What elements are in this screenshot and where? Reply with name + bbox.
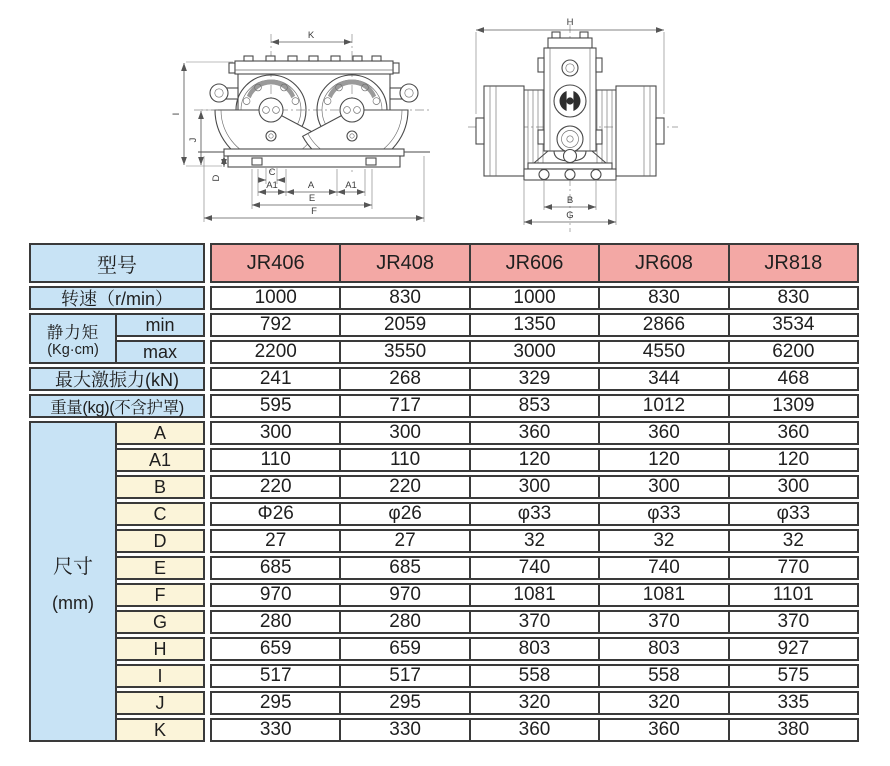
value-cell: 1309	[728, 396, 857, 416]
dim-label-a: A	[307, 180, 315, 191]
value-cell: 685	[339, 558, 468, 578]
value-cell: 280	[339, 612, 468, 632]
value-cell: φ33	[469, 504, 598, 524]
dimensions-unit: (mm)	[52, 592, 94, 613]
value-cell: 830	[728, 288, 857, 308]
value-cell: 1000	[469, 288, 598, 308]
table-row-moment-max	[29, 340, 859, 364]
value-cell: 558	[469, 666, 598, 686]
value-cell: 517	[339, 666, 468, 686]
static-moment-label: 静力矩	[46, 324, 100, 342]
value-cell: 1012	[598, 396, 727, 416]
value-cell: φ33	[598, 504, 727, 524]
value-cell: 320	[598, 693, 727, 713]
value-cell: 927	[728, 639, 857, 659]
value-cell: 335	[728, 693, 857, 713]
value-cell: 120	[469, 450, 598, 470]
value-cell: 295	[339, 693, 468, 713]
mounting-base	[198, 149, 430, 167]
value-cell: 2866	[598, 315, 727, 335]
value-cell: 330	[259, 719, 292, 740]
value-cell: 241	[259, 368, 292, 389]
value-cell: 1081	[598, 585, 727, 605]
value-cell: 1350	[469, 315, 598, 335]
model-header-jr406: JR406	[246, 251, 305, 274]
table-row-dim-g	[29, 610, 859, 634]
value-cell: 280	[259, 611, 292, 632]
dim-key: I	[115, 666, 203, 686]
value-cell: 329	[469, 369, 598, 389]
row-label: max	[115, 342, 203, 362]
value-cell: 300	[339, 423, 468, 443]
model-column-label: 型号	[97, 254, 137, 277]
value-cell: 268	[339, 369, 468, 389]
value-cell: 32	[469, 531, 598, 551]
value-cell: 558	[598, 666, 727, 686]
dim-label-g: G	[566, 210, 574, 221]
value-cell: 517	[259, 665, 292, 686]
value-cell: 803	[598, 639, 727, 659]
dim-key: F	[115, 585, 203, 605]
value-cell: 575	[728, 666, 857, 686]
value-cell: 110	[339, 450, 468, 470]
value-cell: 803	[469, 639, 598, 659]
value-cell: 220	[339, 477, 468, 497]
lifting-eye-right	[390, 84, 418, 102]
value-cell: 27	[339, 531, 468, 551]
model-header-jr608: JR608	[598, 245, 727, 281]
dim-key: H	[115, 639, 203, 659]
model-header-jr408: JR408	[339, 245, 468, 281]
value-cell: 970	[339, 585, 468, 605]
value-cell: φ33	[728, 504, 857, 524]
static-moment-unit: (Kg·cm)	[47, 342, 99, 358]
row-label: 最大激振力(kN)	[55, 370, 179, 390]
value-cell: 300	[469, 477, 598, 497]
side-view-drawing	[458, 6, 688, 240]
value-cell: 360	[598, 720, 727, 740]
dim-label-h: H	[566, 17, 574, 28]
value-cell: 370	[469, 612, 598, 632]
table-row-speed	[29, 286, 859, 310]
row-label: 重量(kg)(不含护罩)	[50, 399, 184, 417]
value-cell: 380	[728, 720, 857, 740]
dim-key: K	[115, 720, 203, 740]
table-row-dim-d	[29, 529, 859, 553]
value-cell: 300	[728, 477, 857, 497]
table-row-dim-b	[29, 475, 859, 499]
table-row-dim-i	[29, 664, 859, 688]
value-cell: 360	[469, 720, 598, 740]
table-row-dim-a1	[29, 448, 859, 472]
dim-label-k: K	[307, 30, 315, 41]
value-cell: 344	[598, 369, 727, 389]
value-cell: 370	[728, 612, 857, 632]
value-cell: 330	[339, 720, 468, 740]
value-cell: 120	[598, 450, 727, 470]
dim-label-e: E	[308, 193, 316, 204]
dim-key: C	[115, 504, 203, 524]
dim-label-i: I	[171, 112, 182, 116]
table-row-max-force	[29, 367, 859, 391]
value-cell: 120	[728, 450, 857, 470]
value-cell: 830	[598, 288, 727, 308]
dim-key: A1	[115, 450, 203, 470]
value-cell: φ26	[339, 504, 468, 524]
dimensions-label: 尺寸	[53, 555, 93, 578]
table-row-moment-min	[29, 313, 859, 337]
front-view-drawing	[106, 6, 440, 240]
value-cell: 717	[339, 396, 468, 416]
value-cell: 370	[598, 612, 727, 632]
dim-label-a1-left: A1	[266, 180, 278, 191]
value-cell: 830	[339, 288, 468, 308]
value-cell: 110	[260, 449, 291, 470]
dim-key: D	[115, 531, 203, 551]
dim-label-d: D	[211, 174, 222, 182]
value-cell: 300	[259, 422, 292, 443]
dim-label-f: F	[311, 206, 317, 217]
value-cell: 740	[598, 558, 727, 578]
table-row-dim-a	[29, 421, 859, 445]
table-row-dim-c	[29, 502, 859, 526]
value-cell: 685	[259, 557, 292, 578]
dim-key: A	[115, 423, 203, 443]
dim-label-b: B	[566, 195, 574, 206]
table-row-dim-h	[29, 637, 859, 661]
dim-key: J	[115, 693, 203, 713]
value-cell: 27	[265, 530, 287, 551]
value-cell: 295	[259, 692, 292, 713]
dim-key: G	[115, 612, 203, 632]
merged-label-static-moment	[29, 313, 117, 364]
value-cell: 770	[728, 558, 857, 578]
value-cell: 970	[259, 584, 292, 605]
central-body	[538, 32, 602, 152]
value-cell: 2200	[254, 341, 297, 362]
dim-key: B	[115, 477, 203, 497]
value-cell: 659	[339, 639, 468, 659]
value-cell: 220	[259, 476, 292, 497]
value-cell: 3534	[728, 315, 857, 335]
value-cell: 468	[728, 369, 857, 389]
model-header-jr606: JR606	[469, 245, 598, 281]
dim-label-a1-right: A1	[345, 180, 357, 191]
dim-label-c: C	[268, 167, 276, 178]
table-row-dim-j	[29, 691, 859, 715]
table-row-dim-e	[29, 556, 859, 580]
value-cell: 3550	[339, 342, 468, 362]
value-cell: 1081	[469, 585, 598, 605]
table-row-weight	[29, 394, 859, 418]
value-cell: 740	[469, 558, 598, 578]
value-cell: 320	[469, 693, 598, 713]
value-cell: 360	[469, 423, 598, 443]
lifting-eye-left	[210, 84, 238, 102]
merged-label-dimensions	[29, 421, 117, 742]
table-header-row	[29, 243, 859, 283]
row-label: 转速（r/min）	[61, 289, 173, 309]
value-cell: 300	[598, 477, 727, 497]
value-cell: 4550	[598, 342, 727, 362]
value-cell: 32	[728, 531, 857, 551]
value-cell: 6200	[728, 342, 857, 362]
value-cell: 1101	[728, 585, 857, 605]
value-cell: 853	[469, 396, 598, 416]
value-cell: 659	[259, 638, 292, 659]
value-cell: 360	[728, 423, 857, 443]
dim-key: E	[115, 558, 203, 578]
value-cell: 1000	[254, 287, 297, 308]
value-cell: 2059	[339, 315, 468, 335]
value-cell: 595	[259, 395, 292, 416]
table-row-dim-k	[29, 718, 859, 742]
model-header-jr818: JR818	[728, 245, 857, 281]
value-cell: 360	[598, 423, 727, 443]
spec-table	[29, 243, 859, 745]
table-row-dim-f	[29, 583, 859, 607]
row-label: min	[115, 315, 203, 335]
value-cell: 3000	[469, 342, 598, 362]
value-cell: 32	[598, 531, 727, 551]
value-cell: 792	[259, 314, 292, 335]
dim-label-j: J	[188, 137, 199, 143]
value-cell: Φ26	[257, 503, 294, 524]
